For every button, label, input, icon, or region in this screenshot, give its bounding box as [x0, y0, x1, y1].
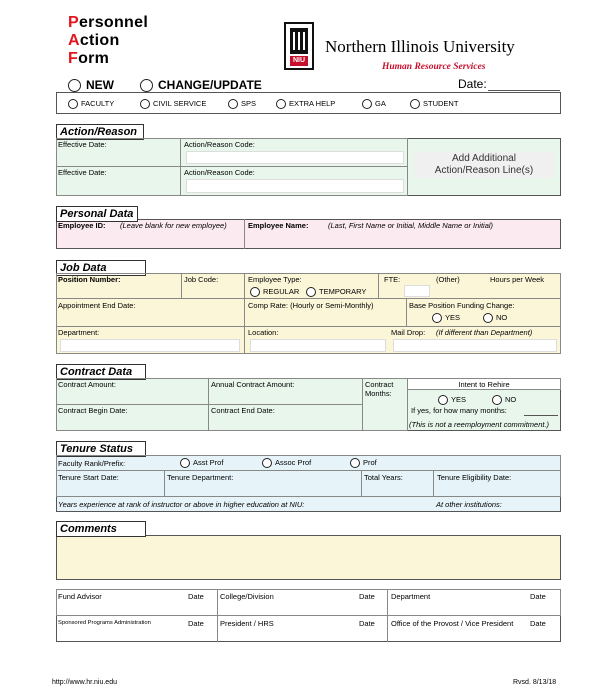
regular-option[interactable]: REGULAR — [250, 287, 299, 297]
footer-url[interactable]: http://www.hr.niu.edu — [52, 679, 117, 686]
fte-label: FTE: — [384, 275, 401, 284]
comp-rate-label: Comp Rate: (Hourly or Semi-Monthly) — [248, 301, 374, 310]
college-division-date: Date — [359, 592, 375, 601]
extra-help-radio[interactable] — [276, 99, 286, 109]
sponsored-programs-label: Sponsored Programs Administration — [58, 620, 151, 626]
funding-yes-radio[interactable] — [432, 313, 442, 323]
intent-no-option[interactable]: NO — [492, 395, 516, 405]
department-name: Human Resource Services — [382, 62, 486, 72]
department-label: Department: — [58, 328, 100, 337]
funding-yes-option[interactable]: YES — [432, 313, 460, 323]
student-radio[interactable] — [410, 99, 420, 109]
type-ga[interactable]: GA — [362, 99, 386, 109]
add-reason-button[interactable] — [414, 152, 554, 178]
appointment-end-label: Appointment End Date: — [58, 301, 136, 310]
footer-revised: Rvsd. 8/13/18 — [513, 679, 557, 686]
add-reason-line-1: Add Additional — [452, 153, 516, 164]
tenure-dept-label: Tenure Department: — [167, 473, 234, 482]
hours-per-week-label: Hours per Week — [490, 275, 545, 284]
assoc-prof-option[interactable]: Assoc Prof — [262, 458, 311, 468]
contract-data-title: Contract Data — [56, 364, 146, 380]
mail-drop-hint: (If different than Department) — [436, 328, 533, 337]
temporary-option[interactable]: TEMPORARY — [306, 287, 366, 297]
asst-prof-option[interactable]: Asst Prof — [180, 458, 223, 468]
prof-option[interactable]: Prof — [350, 458, 377, 468]
type-extra-help[interactable]: EXTRA HELP — [276, 99, 335, 109]
job-data-title: Job Data — [56, 260, 146, 276]
asst-prof-radio[interactable] — [180, 458, 190, 468]
department-sig-date: Date — [530, 592, 546, 601]
type-faculty[interactable]: FACULTY — [68, 99, 114, 109]
add-reason-line-2: Action/Reason Line(s) — [434, 165, 534, 176]
new-radio[interactable] — [68, 79, 81, 92]
other-label: (Other) — [436, 275, 460, 284]
fund-advisor-label: Fund Advisor — [58, 592, 102, 601]
employee-type-label: Employee Type: — [248, 275, 302, 284]
date-label: Date: — [458, 77, 487, 91]
start-date-label: Tenure Start Date: — [58, 473, 119, 482]
fte-input[interactable] — [404, 285, 430, 297]
personal-divider — [244, 219, 245, 249]
comments-title: Comments — [56, 521, 146, 537]
temporary-radio[interactable] — [306, 287, 316, 297]
date-underline[interactable] — [488, 90, 560, 91]
intent-label: Intent to Rehire — [458, 380, 510, 389]
niu-logo — [284, 22, 314, 70]
how-many-label: If yes, for how many months: — [411, 406, 507, 415]
funding-no-radio[interactable] — [483, 313, 493, 323]
signatures-row-1 — [56, 589, 561, 616]
contract-months-label-1: Contract — [365, 380, 394, 389]
sig-divider-1 — [217, 589, 218, 642]
employee-name-hint: (Last, First Name or Initial, Middle Name or Initial) — [328, 221, 494, 230]
mail-drop-label: Mail Drop: — [391, 328, 426, 337]
employee-id-label: Employee ID: — [58, 221, 106, 230]
code-2-label: Action/Reason Code: — [184, 168, 255, 177]
college-division-label: College/Division — [220, 592, 274, 601]
total-years-label: Total Years: — [364, 473, 403, 482]
location-input[interactable] — [250, 339, 386, 352]
annual-amount-label: Annual Contract Amount: — [211, 380, 295, 389]
title-line-3: Form — [68, 50, 110, 67]
ga-radio[interactable] — [362, 99, 372, 109]
sponsored-programs-date: Date — [188, 619, 204, 628]
eligibility-label: Tenure Eligibility Date: — [437, 473, 512, 482]
prof-radio[interactable] — [350, 458, 360, 468]
new-option[interactable] — [68, 78, 114, 92]
tenure-title: Tenure Status — [56, 441, 146, 457]
how-many-underline[interactable] — [524, 415, 558, 416]
civil-service-radio[interactable] — [140, 99, 150, 109]
change-radio[interactable] — [140, 79, 153, 92]
assoc-prof-radio[interactable] — [262, 458, 272, 468]
president-hrs-label: President / HRS — [220, 619, 274, 628]
job-code-label: Job Code: — [184, 275, 219, 284]
type-sps[interactable]: SPS — [228, 99, 256, 109]
intent-yes-option[interactable]: YES — [438, 395, 466, 405]
department-input[interactable] — [60, 339, 240, 352]
contract-amount-label: Contract Amount: — [58, 380, 116, 389]
title-line-2: Action — [68, 32, 120, 49]
action-reason-title: Action/Reason — [56, 124, 144, 140]
effective-date-1-label: Effective Date: — [58, 140, 107, 149]
years-at-niu-label: Years experience at rank of instructor or above in higher education at NIU: — [58, 500, 305, 509]
employee-id-hint: (Leave blank for new employee) — [120, 221, 227, 230]
code-1-label: Action/Reason Code: — [184, 140, 255, 149]
title-line-1: Personnel — [68, 14, 149, 31]
employee-name-label: Employee Name: — [248, 221, 309, 230]
comments-box[interactable] — [56, 535, 561, 580]
sig-divider-2 — [387, 589, 388, 642]
logo-text: NIU — [292, 57, 306, 64]
base-funding-label: Base Position Funding Change: — [409, 301, 515, 310]
new-label: NEW — [86, 78, 114, 92]
other-institutions-label: At other institutions: — [436, 500, 502, 509]
personal-data-title: Personal Data — [56, 206, 138, 222]
faculty-radio[interactable] — [68, 99, 78, 109]
contract-months-label-2: Months: — [365, 389, 392, 398]
code-2-input[interactable] — [186, 179, 404, 193]
not-reemployment-note: (This is not a reemployment commitment.) — [409, 420, 550, 429]
code-1-input[interactable] — [186, 151, 404, 164]
rank-label: Faculty Rank/Prefix: — [58, 459, 126, 468]
funding-no-option[interactable]: NO — [483, 313, 507, 323]
university-name: Northern Illinois University — [325, 37, 515, 56]
type-civil-service[interactable]: CIVIL SERVICE — [140, 99, 206, 109]
provost-date: Date — [530, 619, 546, 628]
intent-no-radio[interactable] — [492, 395, 502, 405]
mail-drop-input[interactable] — [393, 339, 557, 352]
fund-advisor-date: Date — [188, 592, 204, 601]
regular-radio[interactable] — [250, 287, 260, 297]
intent-yes-radio[interactable] — [438, 395, 448, 405]
president-hrs-date: Date — [359, 619, 375, 628]
type-student[interactable]: STUDENT — [410, 99, 458, 109]
location-label: Location: — [248, 328, 279, 337]
effective-date-2-label: Effective Date: — [58, 168, 107, 177]
department-sig-label: Department — [391, 592, 431, 601]
change-label: CHANGE/UPDATE — [158, 78, 262, 92]
begin-date-label: Contract Begin Date: — [58, 406, 128, 415]
position-number-label: Position Number: — [58, 275, 121, 284]
sps-radio[interactable] — [228, 99, 238, 109]
change-option[interactable] — [140, 78, 262, 92]
provost-label: Office of the Provost / Vice President — [391, 619, 514, 628]
end-date-label: Contract End Date: — [211, 406, 275, 415]
